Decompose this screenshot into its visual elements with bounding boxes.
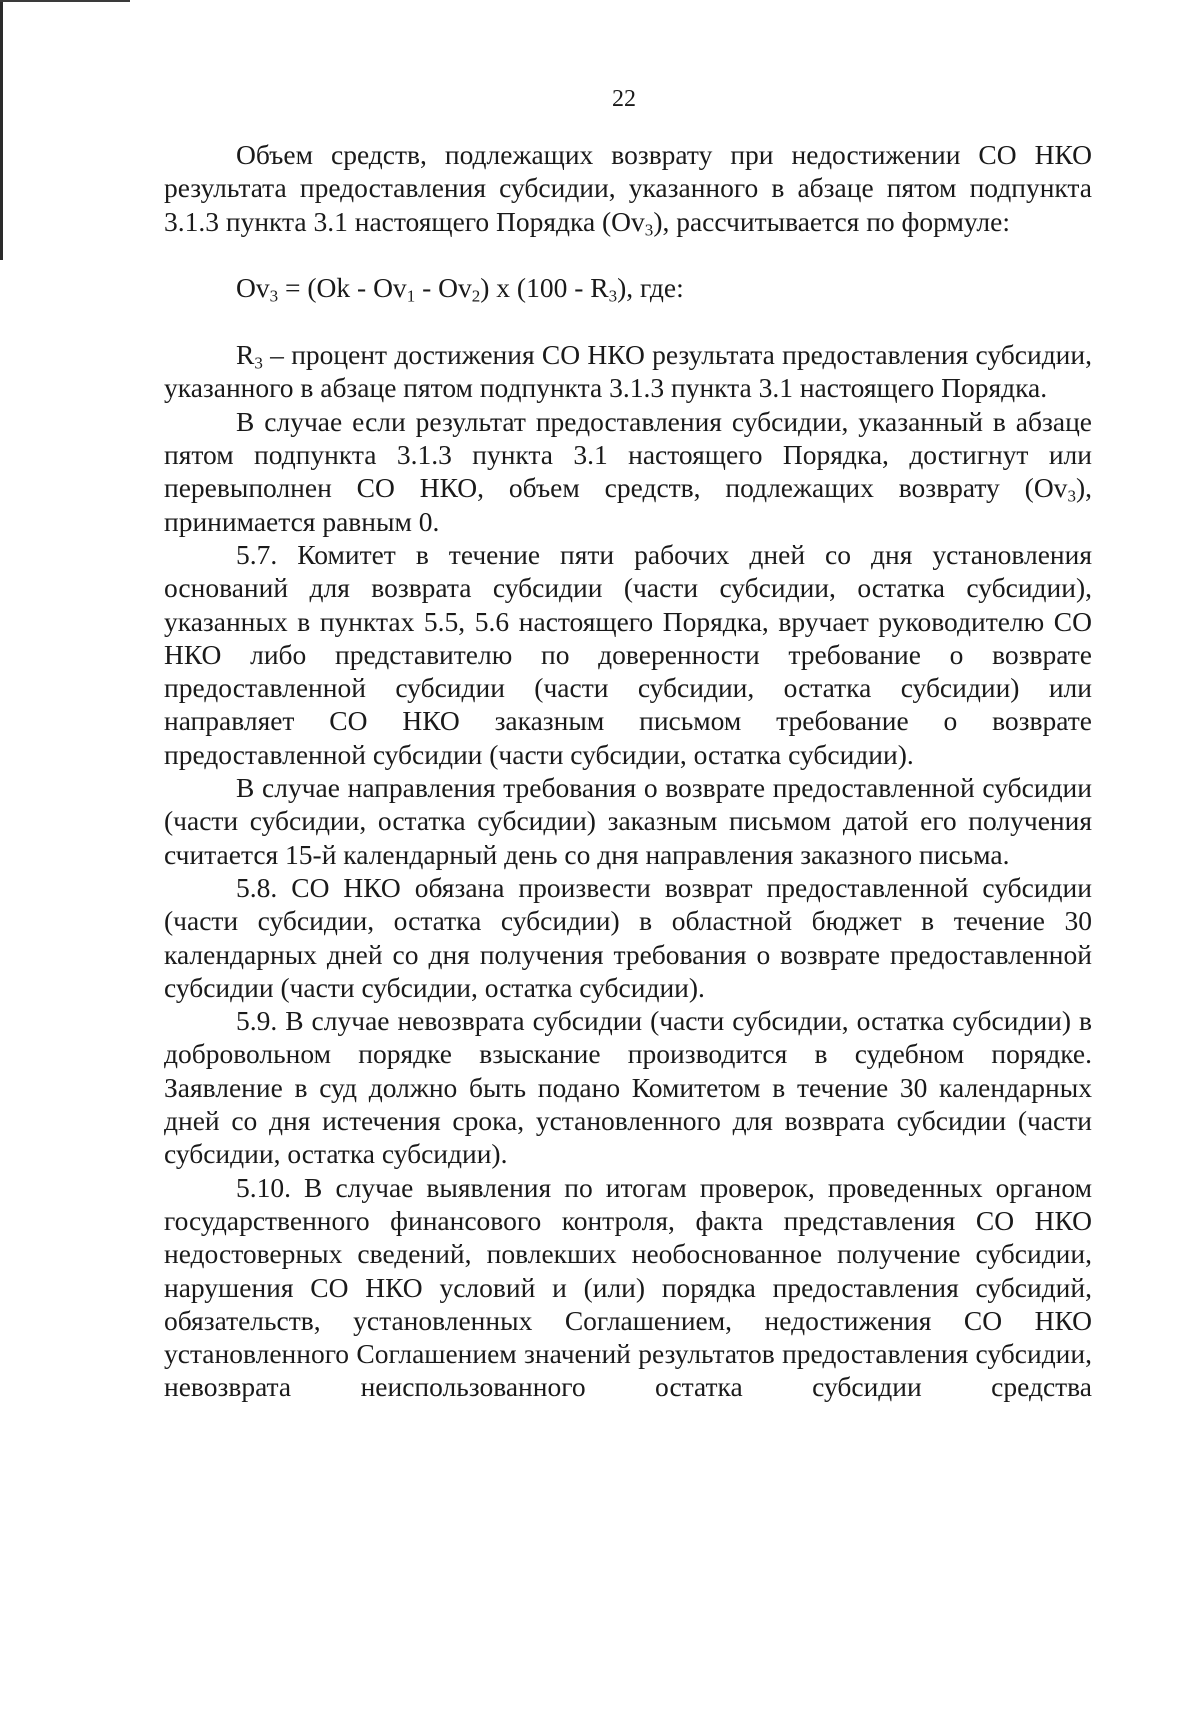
paragraph-5-10: 5.10. В случае выявления по итогам проверок, проведенных органом государственного финансового контроля, факта представления СО НКО недостоверных сведений, повлекших необоснованное получение субсидии, нарушения СО НКО условий и (или) порядка предоставления субсидий, обязательств, установленных Соглашением, недостижения СО НКО установленного Соглашением значений результатов предоставления субсидии, невозврата неиспользованного остатка субсидии средства: [164, 1171, 1092, 1403]
paragraph-5-9: 5.9. В случае невозврата субсидии (части субсидии, остатка субсидии) в добровольном порядке взыскание производится в судебном порядке. Заявление в суд должно быть подано Комитетом в течение 30 календарных дней со дня истечения срока, установленного для возврата субсидии (части субсидии, остатка субсидии).: [164, 1005, 1092, 1170]
definition-r3: $R_3$ – процент достижения СО НКО результата предоставления субсидии, указанного в абзаце пятом подпункта 3.1.3 пункта 3.1 настоящего Порядка.: [164, 339, 1092, 404]
paragraph-5-8: 5.8. СО НКО обязана произвести возврат предоставленной субсидии (части субсидии, остатка субсидии) в областной бюджет в течение 30 календарных дней со дня получения требования о возврате предоставленной субсидии (части субсидии, остатка субсидии).: [164, 871, 1092, 1003]
scan-edge-mark: [0, 0, 3, 260]
paragraph-result-achieved: В случае если результат предоставления субсидии, указанный в абзаце пятом подпункта 3.1.3 пункта 3.1 настоящего Порядка, достигнут или перевыполнен СО НКО, объем средств, подлежащих возврату $(Ov_3)$, принимается равным 0.: [164, 405, 1092, 537]
formula-ov3: $Ov_3 = (Ok - Ov_1 - Ov_2)$ x $(100 - R_3)$, где:: [236, 271, 684, 306]
paragraph-5-7: 5.7. Комитет в течение пяти рабочих дней со дня установления оснований для возврата субсидии (части субсидии, остатка субсидии), указанных в пунктах 5.5, 5.6 настоящего Порядка, вручает руководителю СО НКО либо представителю по доверенности требование о возврате предоставленной субсидии (части субсидии, остатка субсидии) или направляет СО НКО заказным письмом требование о возврате предоставленной субсидии (части субсидии, остатка субсидии).: [164, 538, 1092, 770]
paragraph-return-volume: Объем средств, подлежащих возврату при недостижении СО НКО результата предоставления субсидии, указанного в абзаце пятом подпункта 3.1.3 пункта 3.1 настоящего Порядка $(Ov_3)$, рассчитывается по формуле:: [164, 139, 1092, 239]
paragraph-5-7-mail: В случае направления требования о возврате предоставленной субсидии (части субсидии, остатка субсидии) заказным письмом датой его получения считается 15-й календарный день со дня направления заказного письма.: [164, 772, 1092, 870]
document-body: [164, 138, 1092, 1404]
page-number: 22: [612, 86, 636, 112]
scan-top-edge-mark: [0, 0, 130, 2]
